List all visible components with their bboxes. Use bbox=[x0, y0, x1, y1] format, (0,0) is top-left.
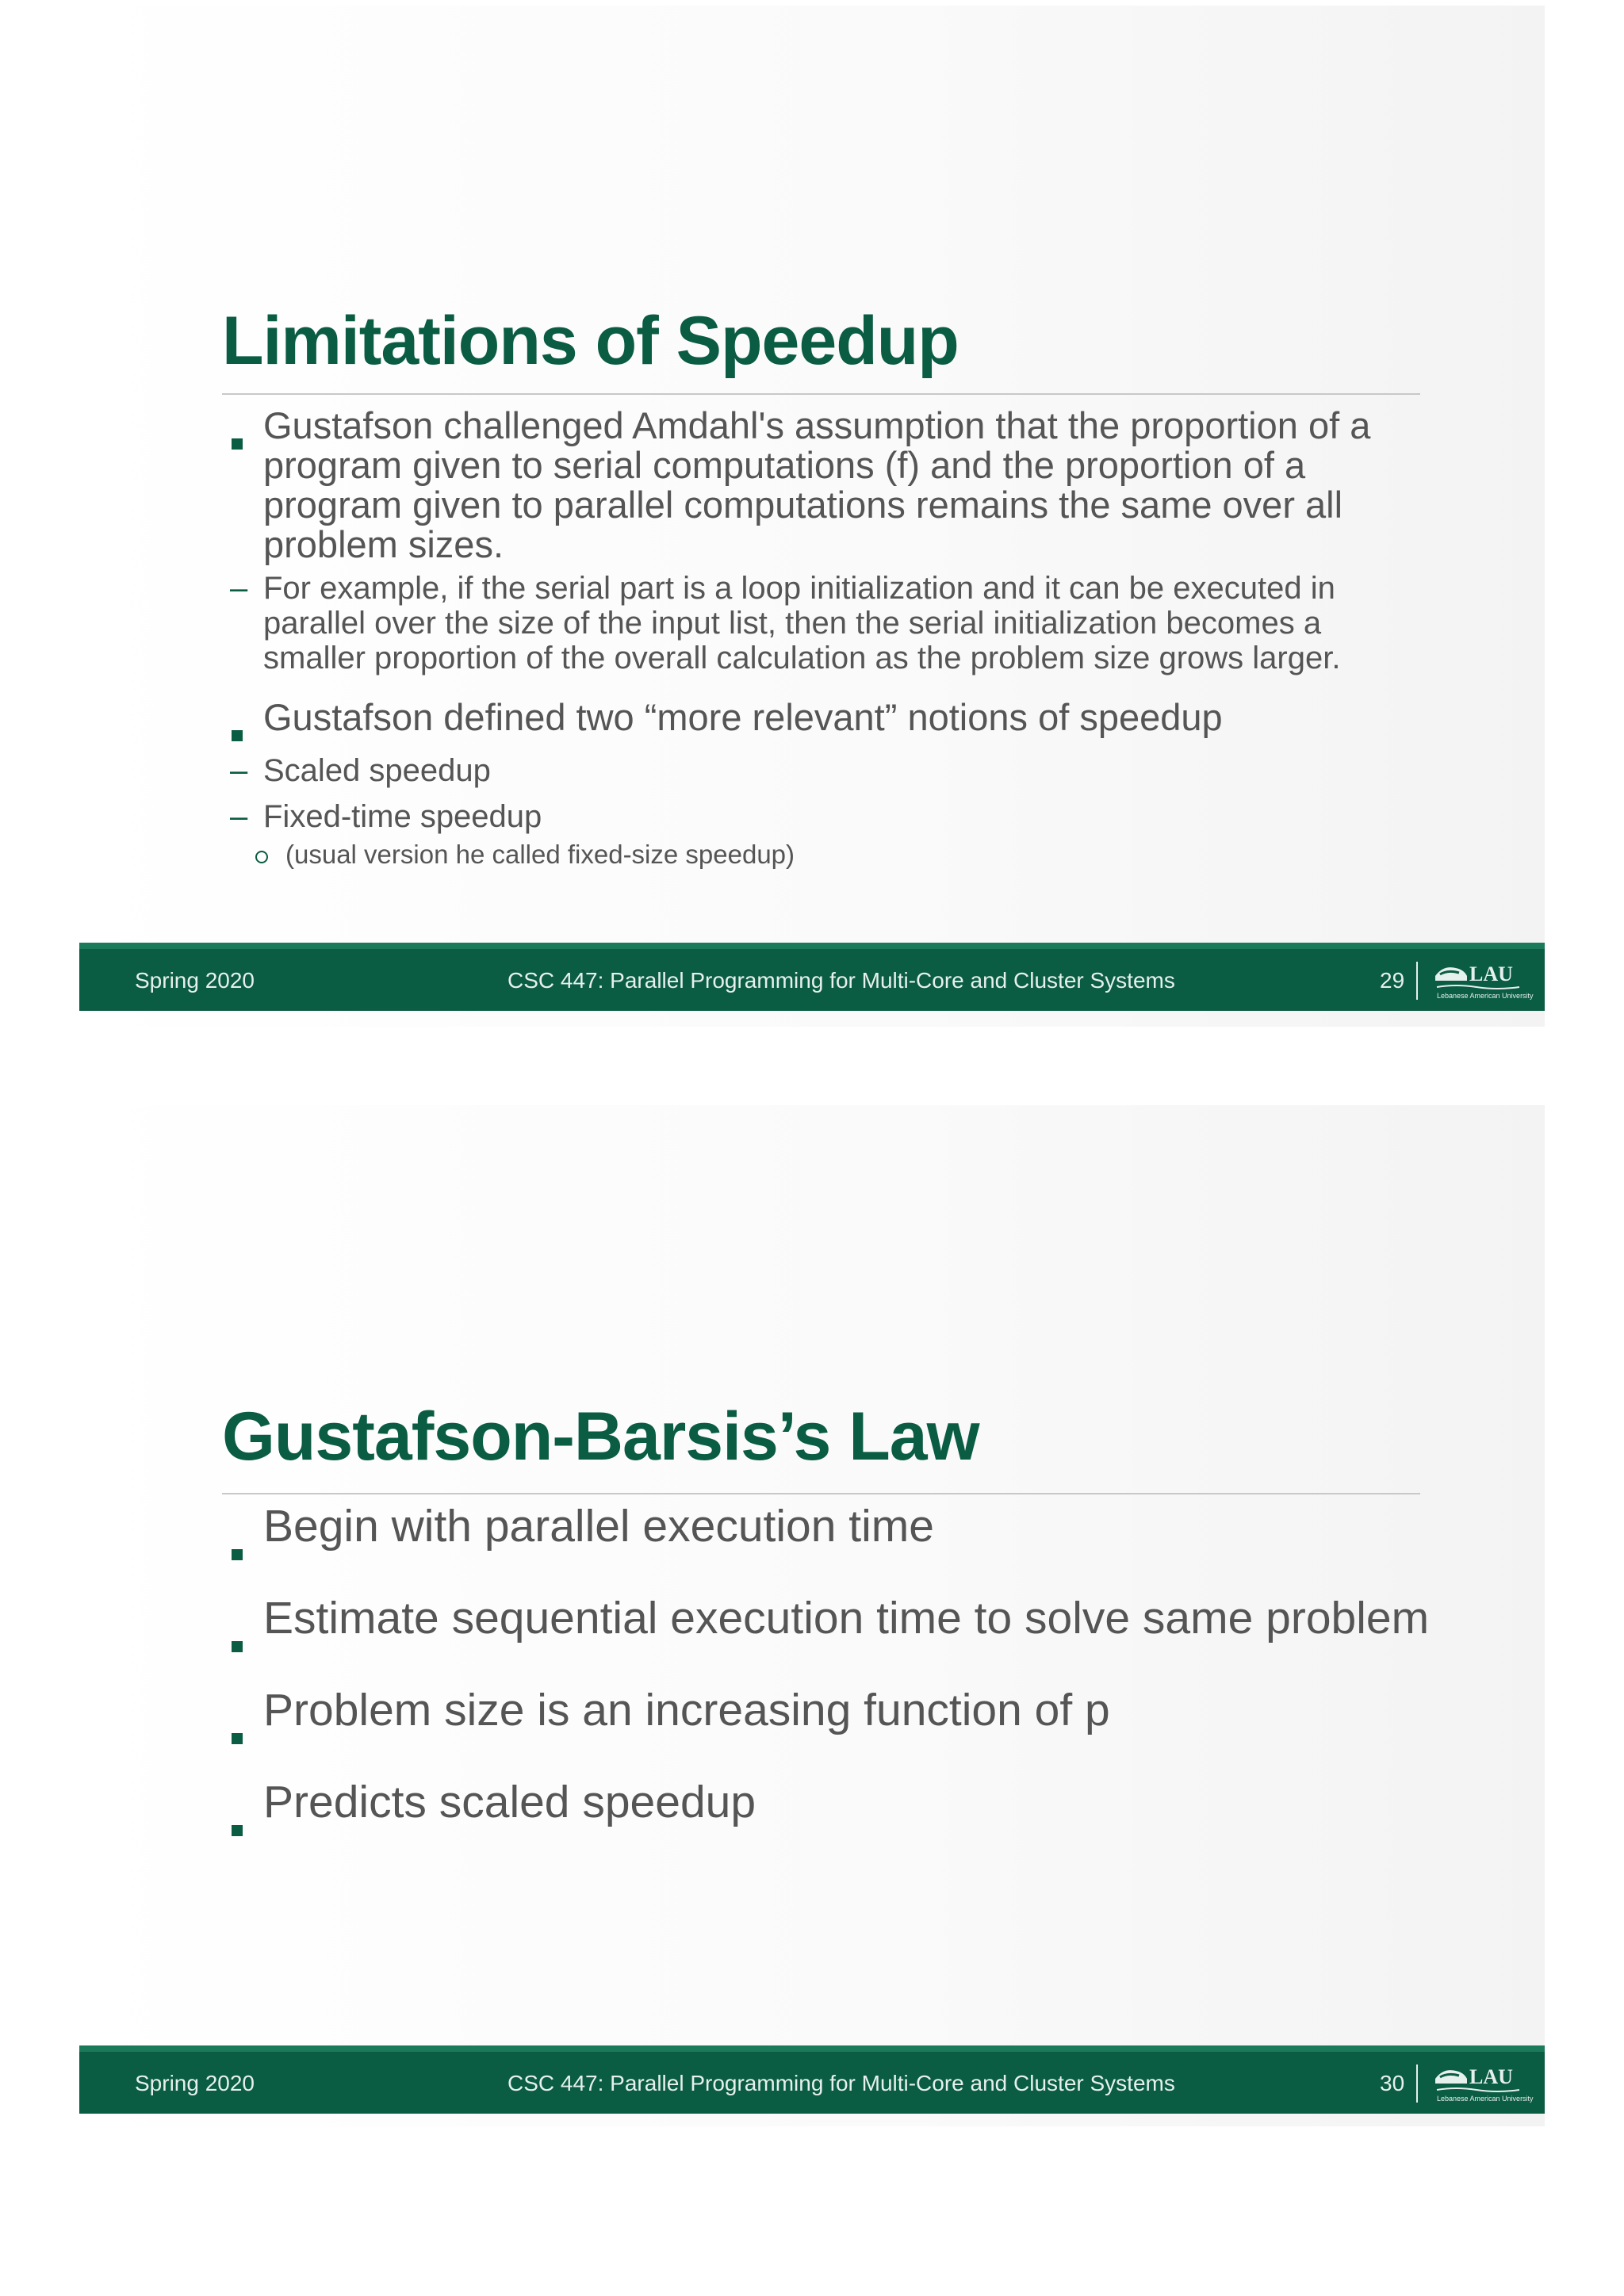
slide-title: Gustafson-Barsis’s Law bbox=[222, 1399, 979, 1475]
lau-logo-icon bbox=[1432, 957, 1534, 1003]
square-bullet-icon bbox=[222, 698, 263, 748]
logo-text: LAU bbox=[1469, 962, 1513, 985]
footer-course: CSC 447: Parallel Programming for Multi-Core and Cluster Systems bbox=[508, 968, 1175, 993]
footer-course: CSC 447: Parallel Programming for Multi-Core and Cluster Systems bbox=[508, 2071, 1175, 2095]
dash-bullet-icon: – bbox=[230, 799, 248, 834]
bullet-text: Predicts scaled speedup bbox=[263, 1777, 756, 1827]
sub-sub-bullet-item bbox=[222, 839, 1491, 871]
logo-caption: Lebanese American University bbox=[1437, 992, 1534, 1000]
square-bullet-icon bbox=[222, 406, 263, 457]
bullet-text: Problem size is an increasing function of p bbox=[263, 1685, 1110, 1735]
sub-bullet-text: For example, if the serial part is a loop initialization and it can be executed in parallel over the size of the input list, then the serial initialization becomes a smaller proportion of the overall calculation as the problem size grows larger. bbox=[263, 571, 1341, 675]
square-bullet-icon bbox=[222, 1684, 263, 1755]
square-bullet-icon bbox=[222, 1500, 263, 1571]
square-bullet-icon bbox=[222, 1592, 263, 1663]
sub-bullet-item bbox=[222, 571, 1491, 675]
sub-bullet-text: Fixed-time speedup bbox=[263, 799, 542, 834]
slide-title: Limitations of Speedup bbox=[222, 303, 959, 379]
sub-bullet-text: Scaled speedup bbox=[263, 753, 491, 788]
slide-footer bbox=[79, 949, 1545, 1011]
bullet-item bbox=[222, 698, 1491, 748]
dash-bullet-icon: – bbox=[230, 571, 248, 606]
title-divider bbox=[222, 1493, 1420, 1494]
bullet-text: Estimate sequential execution time to solve same problem bbox=[263, 1593, 1430, 1644]
bullet-item bbox=[222, 1776, 1491, 1847]
footer-divider bbox=[1416, 962, 1418, 1000]
slide-footer bbox=[79, 2052, 1545, 2114]
circle-bullet-icon bbox=[222, 839, 285, 871]
dash-bullet-icon: – bbox=[230, 753, 248, 788]
logo-caption: Lebanese American University bbox=[1437, 2095, 1534, 2103]
bullet-text: Gustafson defined two “more relevant” notions of speedup bbox=[263, 696, 1223, 738]
bullet-text: Begin with parallel execution time bbox=[263, 1501, 934, 1552]
sub-bullet-item bbox=[222, 799, 1491, 834]
square-bullet-icon bbox=[222, 1776, 263, 1847]
bullet-item bbox=[222, 1592, 1491, 1663]
footer-term: Spring 2020 bbox=[135, 968, 255, 993]
slide-body bbox=[222, 406, 1491, 871]
logo-text: LAU bbox=[1469, 2065, 1513, 2088]
bullet-item bbox=[222, 1500, 1491, 1571]
lau-logo-icon bbox=[1432, 2060, 1534, 2106]
bullet-text: Gustafson challenged Amdahl's assumption that the proportion of a program given to serial computations (f) and the proportion of a program given to parallel computations remains the same over all problem sizes. bbox=[263, 404, 1371, 565]
title-divider bbox=[222, 393, 1420, 395]
footer-divider bbox=[1416, 2064, 1418, 2103]
bullet-item bbox=[222, 1684, 1491, 1755]
page-number: 30 bbox=[1380, 2071, 1405, 2095]
slide-29 bbox=[79, 6, 1545, 1027]
bullet-item bbox=[222, 406, 1491, 564]
sub-sub-bullet-text: (usual version he called fixed-size speedup) bbox=[285, 840, 795, 869]
slide-30 bbox=[79, 1105, 1545, 2126]
slide-body bbox=[222, 1500, 1491, 1847]
footer-term: Spring 2020 bbox=[135, 2071, 255, 2095]
sub-bullet-item bbox=[222, 753, 1491, 788]
page-number: 29 bbox=[1380, 968, 1405, 993]
